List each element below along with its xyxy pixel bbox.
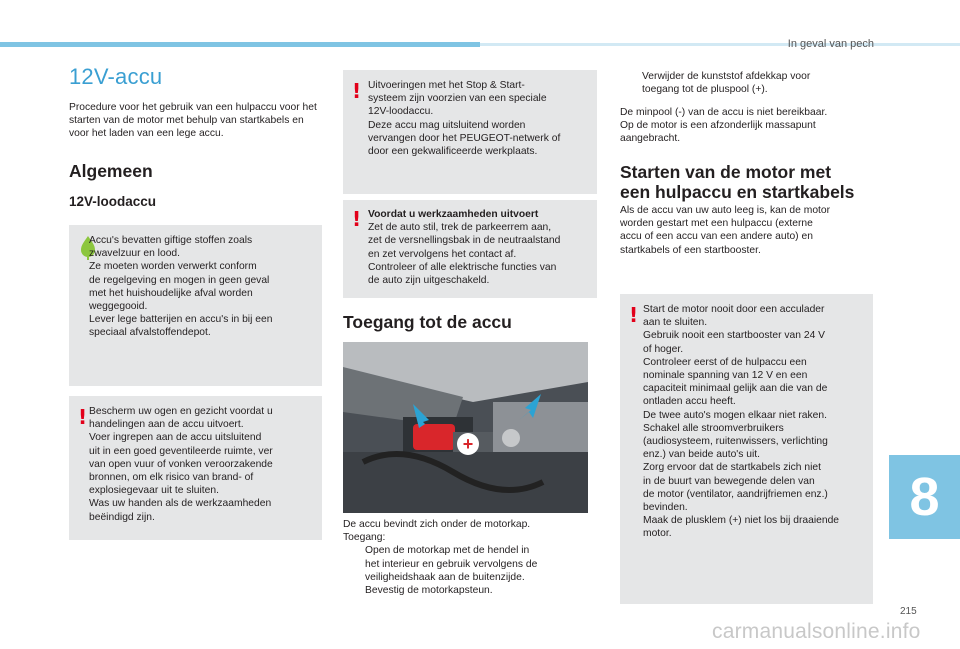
- header-bar: [0, 42, 480, 47]
- warning-icon: !: [629, 303, 639, 327]
- engine-bay-photo: [343, 342, 588, 513]
- warning-icon: !: [78, 405, 88, 429]
- warning-box-jumpstart: [620, 294, 873, 604]
- list-item: Open de motorkap met de hendel in het interieur en gebruik vervolgens de veiligheidshaak aan de buitenzijde.: [343, 544, 593, 584]
- heading-algemeen: Algemeen: [69, 161, 153, 181]
- chapter-tab: 8: [889, 455, 960, 539]
- list-item: Verwijder de kunststof afdekkap voor toegang tot de pluspool (+).: [620, 70, 880, 96]
- step-marker-icon: [620, 70, 642, 96]
- right-step: [620, 70, 880, 96]
- plus-terminal-icon: +: [457, 433, 479, 455]
- warning-stop-start-text: Uitvoeringen met het Stop & Start- systeem zijn voorzien van een speciale 12V-loodaccu. Deze accu mag uitsluitend worden vervangen door het PEUGEOT-netwerk of door een gekwalificeerde werkplaats.: [368, 80, 561, 158]
- engine-bay-illustration: [343, 342, 588, 513]
- heading-starten: Starten van de motor met een hulpaccu en startkabels: [620, 162, 855, 202]
- toegang-caption: De accu bevindt zich onder de motorkap. Toegang: Open de motorkap met de hendel in het interieur en gebruik vervolgens de veiligheidshaak aan de buitenzijde. Bevestig de motorkapsteun.: [343, 518, 593, 597]
- step-marker-icon: [343, 544, 365, 584]
- list-item: Bevestig de motorkapsteun.: [343, 584, 593, 597]
- starten-intro: Als de accu van uw auto leeg is, kan de motor worden gestart met een hulpaccu (externe accu of een accu van een andere auto) en startkabels of een startbooster.: [620, 205, 831, 256]
- intro-text: Procedure voor het gebruik van een hulpaccu voor het starten van de motor met behulp van startkabels en voor het laden van een lege accu.: [69, 102, 317, 140]
- warning-box-before-work: [343, 200, 597, 298]
- warning-icon: !: [352, 207, 362, 231]
- warning-box-stop-start: [343, 70, 597, 194]
- page-title: 12V-accu: [69, 64, 163, 89]
- warning-icon: !: [352, 79, 362, 103]
- heading-loodaccu: 12V-loodaccu: [69, 194, 157, 209]
- eco-info-box: [69, 225, 322, 386]
- section-label: In geval van pech: [787, 38, 874, 50]
- warning-before-work-text: Voordat u werkzaamheden uitvoert Zet de auto stil, trek de parkeerrem aan, zet de versnellingsbak in de neutraalstand en zet vervolgens het contact af. Controleer of alle elektrische functies van de auto zijn uitgeschakeld.: [368, 208, 597, 287]
- watermark: carmanualsonline.info: [712, 620, 921, 643]
- minpool-text: De minpool (-) van de accu is niet bereikbaar. Op de motor is een afzonderlijk massapunt aangebracht.: [620, 107, 828, 145]
- page-number: 215: [900, 606, 917, 617]
- eco-text: Accu's bevatten giftige stoffen zoals zwavelzuur en lood. Ze moeten worden verwerkt conform de regelgeving en mogen in geen geval met het huishoudelijke afval worden weggegooid. Lever lege batterijen en accu's in bij een speciaal afvalstoffendepot.: [89, 235, 273, 339]
- warning-box-eyes: [69, 396, 322, 540]
- step-marker-icon: [343, 584, 365, 597]
- header-bar-light: [480, 43, 960, 46]
- warning-jumpstart-text: Start de motor nooit door een acculader aan te sluiten. Gebruik nooit een startbooster van 24 V of hoger. Controleer eerst of de hulpaccu een nominale spanning van 12 V en een capaciteit minimaal gelijk aan die van de ontladen accu heeft. De twee auto's mogen elkaar niet raken. Schakel alle stroomverbruikers (audiosysteem, ruitenwissers, verlichting enz.) van beide auto's uit. Zorg ervoor dat de startkabels zich niet in de buurt van bewegende delen van de motor (ventilator, aandrijfriemen enz.) bevinden. Maak de plusklem (+) niet los bij draaiende motor.: [643, 304, 840, 540]
- warning-heading: Voordat u werkzaamheden uitvoert: [368, 209, 539, 220]
- warning-eyes-text: Bescherm uw ogen en gezicht voordat u handelingen aan de accu uitvoert. Voer ingrepen aan de accu uitsluitend uit in een goed geventileerde ruimte, ver van open vuur of vonken veroorzakende bronnen, om elk risico van brand- of explosiegevaar uit te sluiten. Was uw handen als de werkzaamheden beëindigd zijn.: [89, 406, 273, 523]
- heading-toegang: Toegang tot de accu: [343, 312, 512, 332]
